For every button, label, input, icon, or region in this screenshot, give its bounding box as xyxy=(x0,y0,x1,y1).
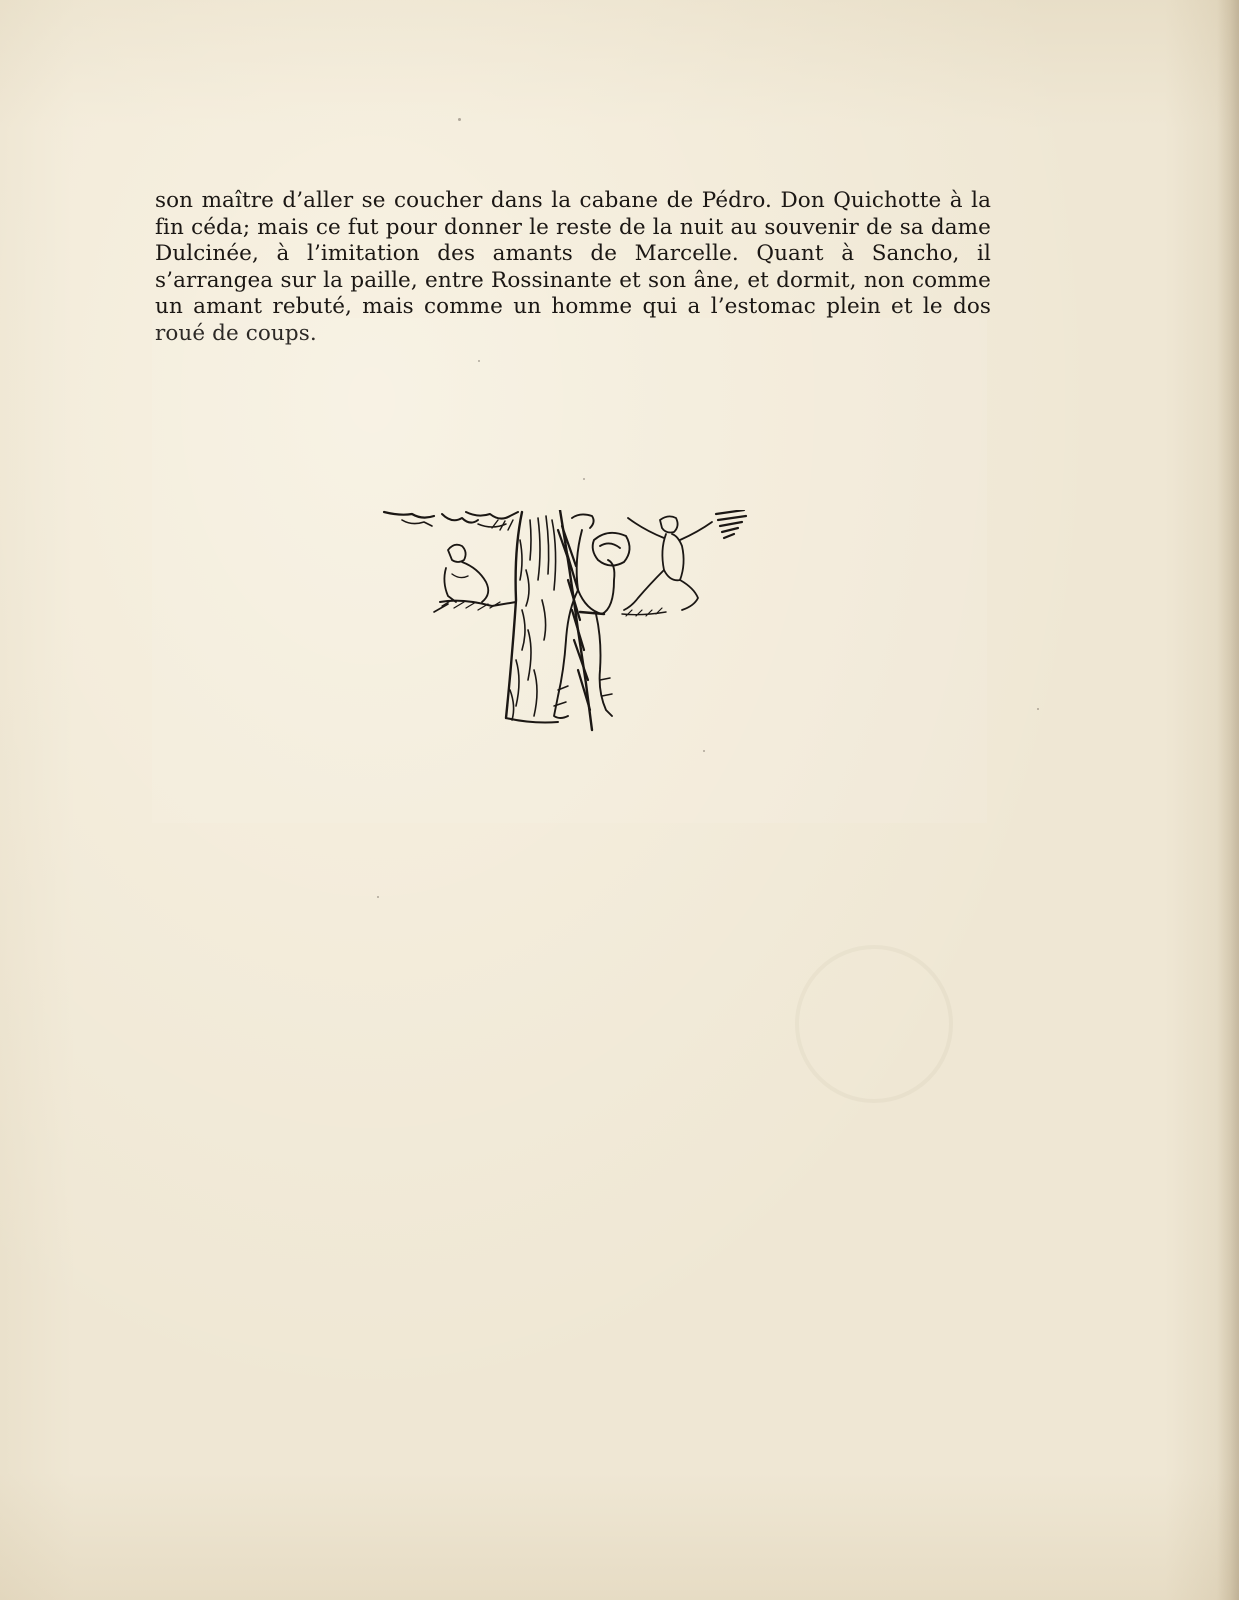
paper-speck xyxy=(703,750,705,752)
paper-speck xyxy=(1037,708,1039,710)
paper-speck xyxy=(458,118,461,121)
show-through-emblem xyxy=(795,945,953,1103)
page-edge-shadow xyxy=(1217,0,1239,1600)
body-paragraph: son maître d’aller se coucher dans la cabane de Pédro. Don Quichotte à la fin céda; mais ce fut pour donner le reste de la nuit au souvenir de sa dame Dulcinée, à l’imitation des amants de Marcelle. Quant à Sancho, il s’arrangea sur la paille, entre Rossinante et son âne, et dormit, non comme un amant rebuté, mais comme un homme qui a l’estomac plein et le dos roué de coups. xyxy=(155,188,991,346)
paper-speck xyxy=(478,360,480,362)
paper-speck xyxy=(583,478,585,480)
tree-with-figures-illustration xyxy=(382,510,762,750)
paper-speck xyxy=(377,896,379,898)
